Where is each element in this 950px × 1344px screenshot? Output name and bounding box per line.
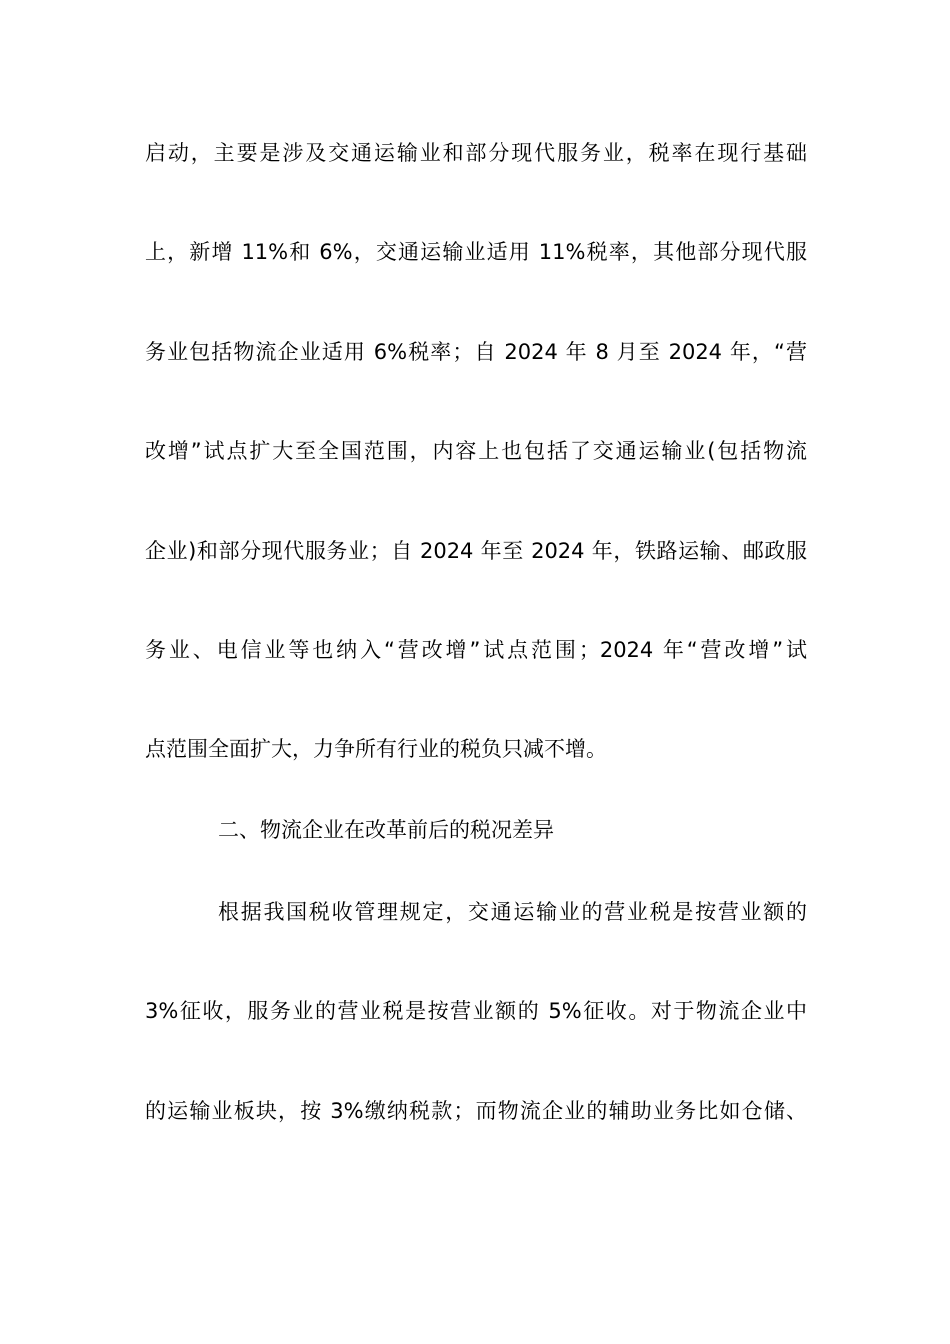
paragraph-2-line-3: 的运输业板块，按 3%缴纳税款；而物流企业的辅助业务比如仓储、	[145, 1099, 807, 1123]
paragraph-1-line-3: 务业包括物流企业适用 6%税率；自 2024 年 8 月至 2024 年，“营	[145, 340, 807, 364]
paragraph-1-line-7: 点范围全面扩大，力争所有行业的税负只减不增。	[145, 737, 607, 761]
paragraph-1-line-6: 务业、电信业等也纳入“营改增”试点范围；2024 年“营改增”试	[145, 638, 807, 662]
paragraph-1-line-1: 启动，主要是涉及交通运输业和部分现代服务业，税率在现行基础	[145, 141, 807, 165]
paragraph-2-line-1: 根据我国税收管理规定，交通运输业的营业税是按营业额的	[218, 900, 807, 924]
paragraph-1-line-5: 企业)和部分现代服务业；自 2024 年至 2024 年，铁路运输、邮政服	[145, 539, 807, 563]
section-heading: 二、物流企业在改革前后的税况差异	[218, 818, 554, 842]
paragraph-2-line-2: 3%征收，服务业的营业税是按营业额的 5%征收。对于物流企业中	[145, 999, 807, 1023]
paragraph-1-line-2: 上，新增 11%和 6%，交通运输业适用 11%税率，其他部分现代服	[145, 240, 807, 264]
paragraph-1-line-4: 改增”试点扩大至全国范围，内容上也包括了交通运输业(包括物流	[145, 439, 807, 463]
